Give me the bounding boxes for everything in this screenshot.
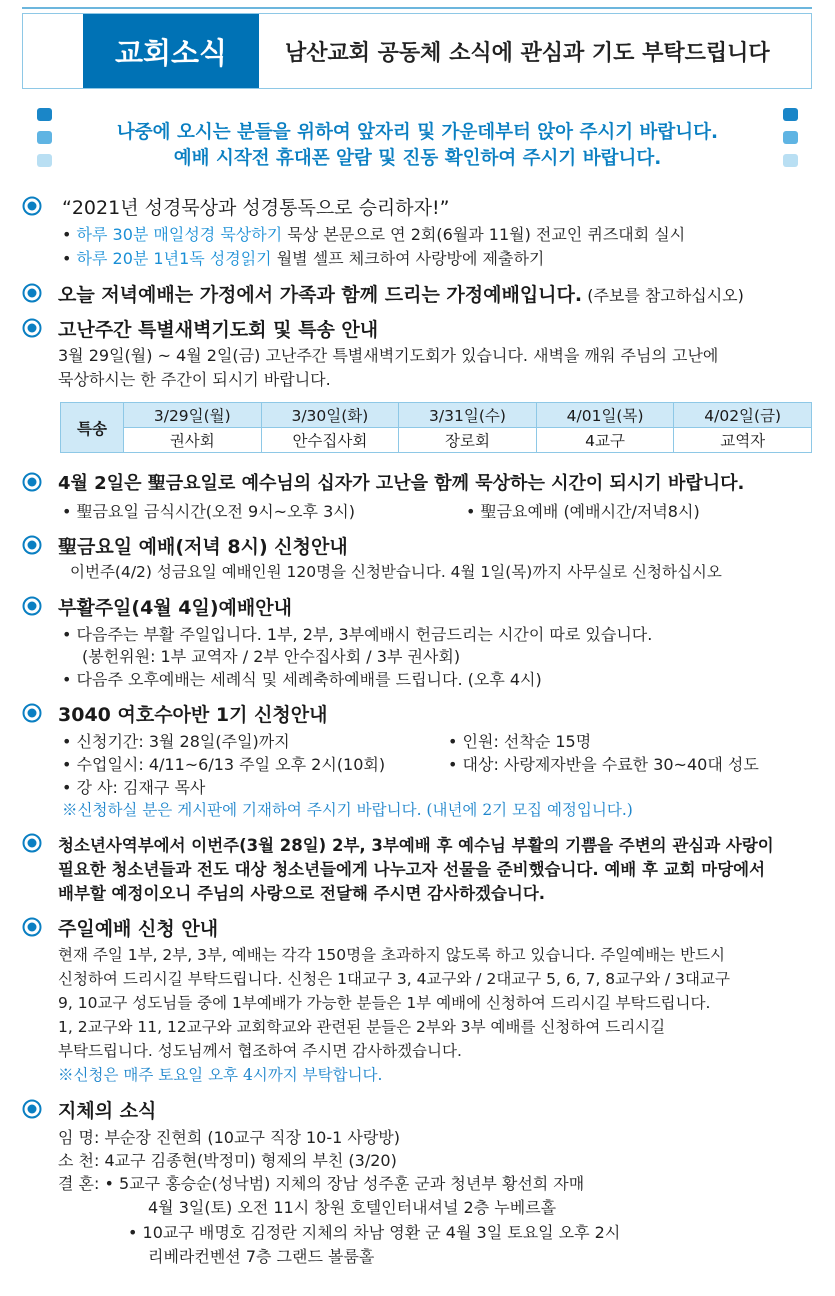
table-cell: 교역자: [674, 428, 812, 453]
special-song-table: [60, 402, 812, 453]
section-title: 고난주간 특별새벽기도회 및 특송 안내: [58, 319, 379, 341]
section-title: 지체의 소식: [58, 1100, 157, 1122]
news-item-continued: 4월 3일(토) 오전 11시 창원 호텔인터내셔널 2층 누베르홀: [148, 1198, 557, 1217]
section-title: 4월 2일은 聖금요일로 예수님의 십자가 고난을 함께 묵상하는 시간이 되시기 바랍니다.: [58, 473, 745, 494]
table-cell: 권사회: [124, 428, 262, 453]
paragraph-line: 신청하여 드리시길 부탁드립니다. 신청은 1대교구 3, 4교구와 / 2대교구 5, 6, 7, 8교구와 / 3대교구: [58, 970, 730, 988]
table-cell: 3/30일(화): [261, 403, 399, 428]
table-cell: 4/01일(목): [536, 403, 674, 428]
paragraph-line: 이번주(4/2) 성금요일 예배인원 120명을 신청받습니다. 4월 1일(목)까지 사무실로 신청하십시오: [70, 563, 722, 581]
notice-line-1: 나중에 오시는 분들을 위하여 앞자리 및 가운데부터 앉아 주시기 바랍니다.: [116, 122, 719, 143]
list-item: • 다음주는 부활 주일입니다. 1부, 2부, 3부예배시 헌금드리는 시간이 따로 있습니다.: [62, 625, 653, 644]
paragraph-line: 부탁드립니다. 성도님께서 협조하여 주시면 감사하겠습니다.: [58, 1042, 462, 1060]
page-header: [22, 13, 812, 89]
section-title: 부활주일(4월 4일)예배안내: [58, 597, 292, 619]
page-title: 남산교회 공동체 소식에 관심과 기도 부탁드립니다: [285, 40, 770, 66]
notice-box: [0, 108, 835, 174]
section-title: 주일예배 신청 안내: [58, 918, 219, 940]
table-cell: 4교구: [536, 428, 674, 453]
table-cell: 3/31일(수): [399, 403, 537, 428]
list-item: • 하루 30분 매일성경 묵상하기 묵상 본문으로 연 2회(6월과 11월) 전교인 퀴즈대회 실시: [62, 225, 686, 244]
paragraph-line: 1, 2교구와 11, 12교구와 교회학교와 관련된 분들은 2부와 3부 예배를 신청하여 드리시길: [58, 1018, 666, 1036]
table-cell: 안수집사회: [261, 428, 399, 453]
table-cell: 4/02일(금): [674, 403, 812, 428]
paragraph-line: 현재 주일 1부, 2부, 3부, 예배는 각각 150명을 초과하지 않도록 하고 있습니다. 주일예배는 반드시: [58, 946, 725, 964]
paragraph-line: 청소년사역부에서 이번주(3월 28일) 2부, 3부예배 후 예수님 부활의 기쁨을 주변의 관심과 사랑이: [58, 836, 774, 855]
list-item: • 다음주 오후예배는 세례식 및 세례축하예배를 드립니다. (오후 4시): [62, 670, 542, 689]
section-title: 聖금요일 예배(저녁 8시) 신청안내: [58, 536, 348, 558]
target-bullet-icon: [22, 917, 42, 937]
paragraph-line: 배부할 예정이오니 주님의 사랑으로 전달해 주시면 감사하겠습니다.: [58, 884, 546, 903]
list-item: • 강 사: 김재구 목사: [62, 778, 206, 797]
target-bullet-icon: [22, 196, 42, 216]
table-cell: 장로회: [399, 428, 537, 453]
table-cell: 3/29일(월): [124, 403, 262, 428]
section-title: 오늘 저녁예배는 가정에서 가족과 함께 드리는 가정예배입니다. (주보를 참고하십시오): [58, 284, 744, 306]
list-item: • 하루 20분 1년1독 성경읽기 월별 셀프 체크하여 사랑방에 제출하기: [62, 249, 545, 268]
note-text: ※신청하실 분은 게시판에 기재하여 주시기 바랍니다. (내년에 2기 모집 예정입니다.): [62, 801, 633, 819]
list-item: • 대상: 사랑제자반을 수료한 30~40대 성도: [448, 755, 759, 774]
target-bullet-icon: [22, 703, 42, 723]
news-item: 임 명: 부순장 진현희 (10교구 직장 10-1 사랑방): [58, 1128, 400, 1147]
section-title: 3040 여호수아반 1기 신청안내: [58, 704, 328, 726]
paragraph-line: 3월 29일(월) ~ 4월 2일(금) 고난주간 특별새벽기도회가 있습니다. 새벽을 깨워 주님의 고난에: [58, 346, 719, 365]
top-rule: [22, 7, 812, 9]
section-title: “2021년 성경묵상과 성경통독으로 승리하자!”: [62, 197, 450, 219]
list-item: • 聖금요일 금식시간(오전 9시~오후 3시): [62, 502, 355, 521]
list-item: • 인원: 선착순 15명: [448, 732, 592, 751]
target-bullet-icon: [22, 283, 42, 303]
target-bullet-icon: [22, 1099, 42, 1119]
section-tab: 교회소식: [83, 14, 259, 88]
target-bullet-icon: [22, 472, 42, 492]
target-bullet-icon: [22, 318, 42, 338]
target-bullet-icon: [22, 596, 42, 616]
news-item-continued: 리베라컨벤션 7층 그랜드 볼룸홀: [148, 1247, 375, 1266]
paragraph-line: 9, 10교구 성도님들 중에 1부예배가 가능한 분들은 1부 예배에 신청하여 드리시길 부탁드립니다.: [58, 994, 711, 1012]
target-bullet-icon: [22, 833, 42, 853]
note-text: ※신청은 매주 토요일 오후 4시까지 부탁합니다.: [58, 1066, 383, 1084]
news-item: 소 천: 4교구 김종현(박정미) 형제의 부친 (3/20): [58, 1151, 397, 1170]
news-item: 결 혼: • 5교구 홍승순(성낙범) 지체의 장남 성주훈 군과 청년부 황선희 자매: [58, 1174, 585, 1193]
list-item-continued: (봉헌위원: 1부 교역자 / 2부 안수집사회 / 3부 권사회): [82, 647, 461, 666]
list-item: • 신청기간: 3월 28일(주일)까지: [62, 732, 290, 751]
paragraph-line: 묵상하시는 한 주간이 되시기 바랍니다.: [58, 370, 331, 389]
news-item: • 10교구 배명호 김정란 지체의 차남 영환 군 4월 3일 토요일 오후 2시: [128, 1223, 621, 1242]
table-label: 특송: [61, 403, 124, 453]
list-item: • 聖금요예배 (예배시간/저녁8시): [466, 502, 700, 521]
paragraph-line: 필요한 청소년들과 전도 대상 청소년들에게 나누고자 선물을 준비했습니다. 예배 후 교회 마당에서: [58, 860, 766, 879]
target-bullet-icon: [22, 535, 42, 555]
list-item: • 수업일시: 4/11~6/13 주일 오후 2시(10회): [62, 755, 386, 774]
notice-line-2: 예배 시작전 휴대폰 알람 및 진동 확인하여 주시기 바랍니다.: [173, 148, 662, 169]
